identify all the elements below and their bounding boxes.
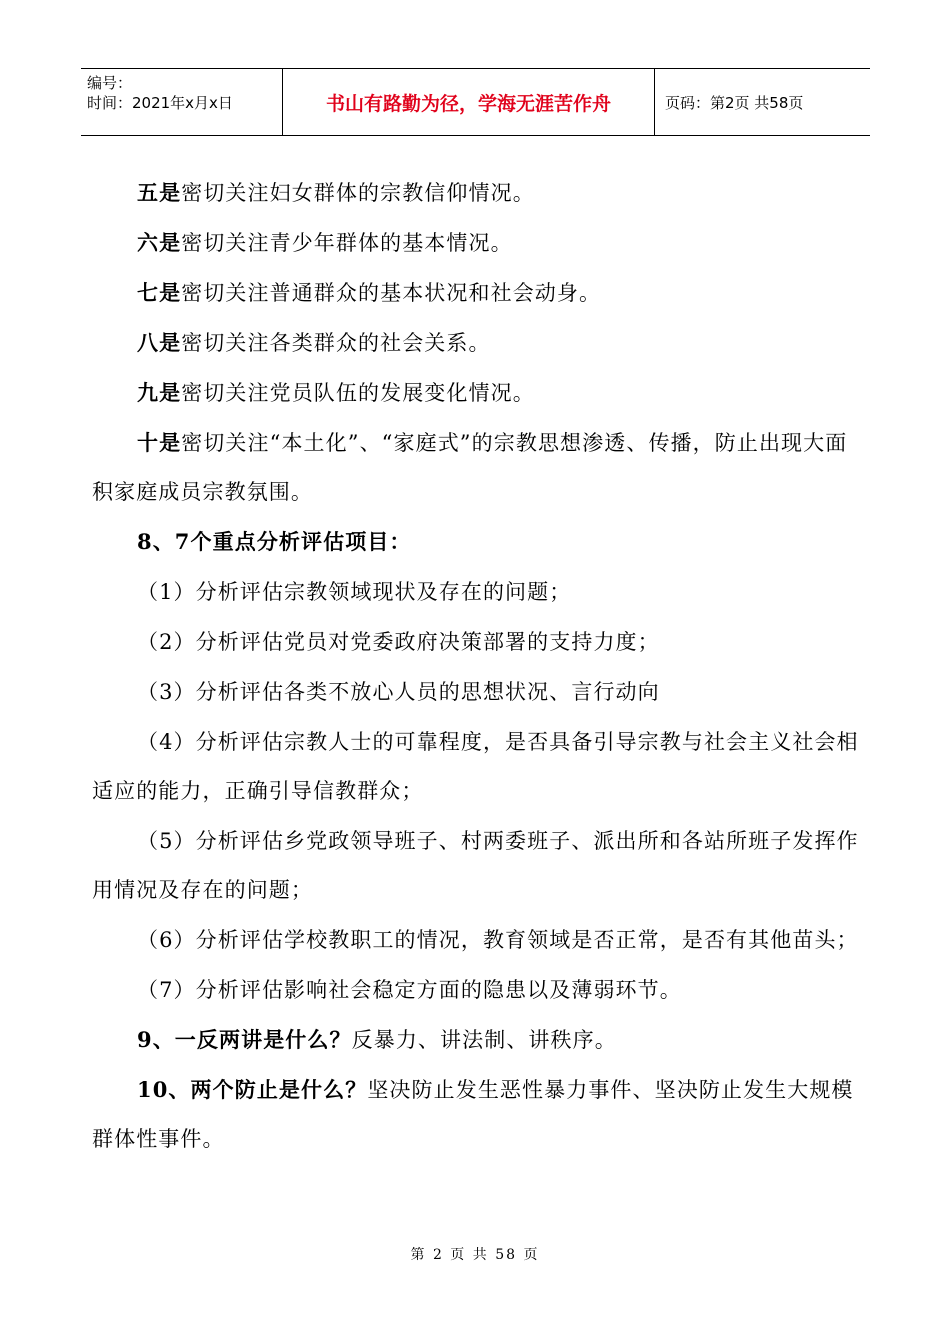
- paragraph: [92, 318, 860, 368]
- list-item: [92, 567, 860, 617]
- answer-text: 坚决防止发生恶性暴力事件、坚决防止发生大规模群体性事件。: [92, 1078, 854, 1151]
- heading-text: 8、7个重点分析评估项目：: [137, 529, 412, 554]
- section-heading: [92, 517, 860, 567]
- paragraph-text: （5）分析评估乡党政领导班子、村两委班子、派出所和各站所班子发挥作用情况及存在的问题；: [92, 829, 859, 902]
- paragraph-lead: 九是: [137, 380, 182, 405]
- time-label: 时间：2021年x月x日: [87, 94, 233, 112]
- paragraph-text: （7）分析评估影响社会稳定方面的隐患以及薄弱环节。: [137, 978, 682, 1002]
- header-motto: 书山有路勤为径，学海无涯苦作舟: [283, 69, 655, 135]
- paragraph-text: （1）分析评估宗教领域现状及存在的问题；: [137, 580, 572, 604]
- paragraph-text: （4）分析评估宗教人士的可靠程度，是否具备引导宗教与社会主义社会相适应的能力，正确引导信教群众；: [92, 730, 859, 803]
- paragraph-text: 密切关注妇女群体的宗教信仰情况。: [181, 181, 535, 205]
- paragraph-text: 密切关注“本土化”、“家庭式”的宗教思想渗透、传播，防止出现大面积家庭成员宗教氛围。: [92, 431, 848, 504]
- paragraph-lead: 八是: [137, 330, 182, 355]
- paragraph: [92, 418, 860, 517]
- paragraph: [92, 168, 860, 218]
- paragraph-text: （3）分析评估各类不放心人员的思想状况、言行动向: [137, 680, 660, 704]
- number-label: 编号：: [87, 74, 133, 92]
- question-lead: 9、一反两讲是什么？: [137, 1027, 352, 1052]
- list-item: [92, 667, 860, 717]
- paragraph-text: （6）分析评估学校教职工的情况，教育领域是否正常，是否有其他苗头；: [137, 928, 859, 952]
- paragraph-text: 密切关注青少年群体的基本情况。: [181, 231, 513, 255]
- list-item: [92, 617, 860, 667]
- header-page-info: 页码：第2页 共58页: [665, 93, 804, 112]
- paragraph-lead: 六是: [137, 230, 182, 255]
- page-header: [81, 68, 870, 136]
- question-item: [92, 1065, 860, 1164]
- paragraph: [92, 218, 860, 268]
- paragraph-lead: 十是: [137, 430, 182, 455]
- document-body: [92, 168, 860, 1164]
- question-item: [92, 1015, 860, 1065]
- page-footer: 第 2 页 共 58 页: [410, 1247, 540, 1263]
- answer-text: 反暴力、讲法制、讲秩序。: [351, 1028, 617, 1052]
- list-item: [92, 965, 860, 1015]
- list-item: [92, 915, 860, 965]
- paragraph-lead: 七是: [137, 280, 182, 305]
- header-meta: [81, 69, 283, 135]
- paragraph-text: 密切关注各类群众的社会关系。: [181, 331, 491, 355]
- paragraph: [92, 268, 860, 318]
- paragraph-text: （2）分析评估党员对党委政府决策部署的支持力度；: [137, 630, 660, 654]
- paragraph: [92, 368, 860, 418]
- list-item: [92, 717, 860, 816]
- paragraph-lead: 五是: [137, 180, 182, 205]
- list-item: [92, 816, 860, 915]
- paragraph-text: 密切关注普通群众的基本状况和社会动身。: [181, 281, 602, 305]
- paragraph-text: 密切关注党员队伍的发展变化情况。: [181, 381, 535, 405]
- question-lead: 10、两个防止是什么？: [137, 1077, 368, 1102]
